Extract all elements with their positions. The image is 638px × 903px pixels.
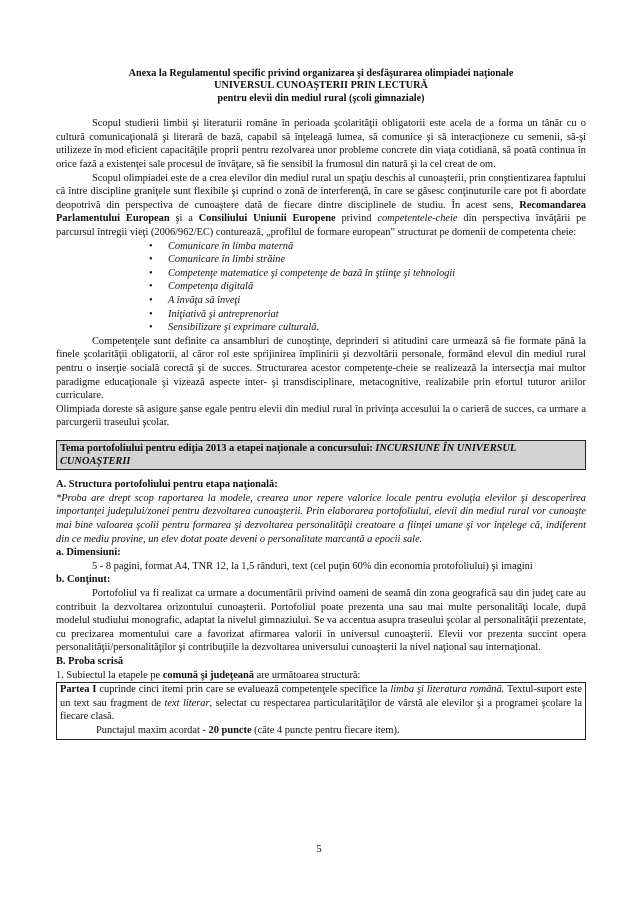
competence-list [56,240,586,335]
intro-paragraph-3: Competenţele sunt definite ca ansambluri de cunoştinţe, deprinderi si atitudini care urmează să fie formate până la finele şcolarităţii obligatorii, al căror rol este sprijinirea împlinirii şi dezvoltării personale, formând elevul din mediul rural pentru o inserţie socială corectă şi de succes. Structurarea acestor competenţe-cheie se realizează la intersecţia mai multor paradigme educaţionale şi vizează aspecte inter- şi transdisciplinare, metacognitive, realizabile prin efortul tuturor ariilor curriculare. [56,335,586,402]
dimensions-title: a. Dimensiuni: [56,547,121,559]
header-line-1: Anexa la Regulamentul specific privind organizarea şi desfăşurarea olimpiadei naţionale [128,68,514,79]
section-a-title: A. Structura portofoliului pentru etapa naţională: [56,479,278,491]
list-item: • Comunicare în limba maternă [56,240,586,254]
section-a-note: *Proba are drept scop raportarea la modele, crearea unor repere valorice locale pentru evoluţia elevilor şi descoperirea importanţei judeţului/zonei pentru dezvoltarea cunoaşterii. Prin elaborarea portofoliului, elevii din mediul rural vor cunoaşte mai bine valoarea şcolii pentru formarea şi dezvoltarea personalităţii creatoare a fiinţei umane şi vor înţelege că, indiferent din ce mediu provine, un elev dotat poate deveni o personalitate marcantă a epocii sale. [56,492,586,545]
theme-box: Tema portofoliului pentru ediţia 2013 a etapei naţionale a concursului: INCURSIUNE ÎN UNIVERSUL CUNOAŞTERII [56,440,586,470]
list-item: • Competenţa digitală [56,280,586,294]
score-line: Punctajul maxim acordat - 20 puncte (câte 4 puncte pentru fiecare item). [96,724,400,736]
list-item: • Comunicare în limbi străine [56,253,586,267]
intro-paragraph-4: Olimpiada doreste să asigure şanse egale pentru elevii din mediul rural în privinţa accesului la o carieră de succes, ca urmare a parcurgerii traseului şcolar. [56,403,586,429]
part-one-box: Partea I cuprinde cinci itemi prin care se evaluează competenţele specifice la limba şi literatura română. Textul-suport este un text sau fragment de text literar, selectat cu respectarea particularităţilor de vârstă ale elevilor şi a programei şcolare la fiecare clasă. Punctajul maxim acordat - 20 puncte (câte 4 puncte pentru fiecare item). [56,682,586,739]
content-title: b. Conţinut: [56,574,111,586]
section-b-title: B. Proba scrisă [56,656,124,667]
intro-paragraph-1: Scopul studierii limbii şi literaturii române în perioada şcolarităţii obligatorii este acela de a forma un tânăr cu o cultură comunicaţională şi literară de bază, capabil să înţeleagă lumea, să comunice şi să interacţioneze cu semenii, să-şi utilizeze în mod eficient capacităţile proprii pentru rezolvarea unor probleme concrete din viaţa cotidiană, să poată continua în orice fază a existenţei sale procesul de învăţare, să fie sensibil la frumosul din natură şi la cel creat de om. [56,118,586,170]
content-text: Portofoliul va fi realizat ca urmare a documentării privind oameni de seamă din zona geografică sau din judeţ care au contribuit la dezvoltarea orizontului cunoaşterii. Portofoliul poate prezenta una sau mai multe personalităţi locale, după modelul studiului monografic, adaptat la nivelul gimnaziului. Se va accentua asupra traseului şcolar al personalităţii prezentate, cu precizarea momentului care a favorizat afirmarea valorii în universul cunoaşterii. Elevii vor prezenta succint opera personalităţii/personalităţilor şi contribuţiile la dezvoltarea universului cunoaşterii la nivel naţional sau internaţional. [56,588,586,654]
intro-paragraph-2: Scopul olimpiadei este de a crea elevilor din mediul rural un spaţiu deschis al cunoaşterii, prin conştientizarea faptului că între discipline graniţele sunt flexibile şi cuprind o zonă de interferenţă, în care se găsesc conţinuturile care pot fi abordate deopotrivă din perspectiva de cunoaştere dată de fiecare dintre disciplinele de studiu. În acest sens, Recomandarea Parlamentului European şi a Consiliului Uniunii Europene privind competentele-cheie din perspectiva învăţării pe parcursul întregii vieţi (2006/962/EC) conturează, „profilul de formare european” structurat pe domenii de competenta cheie: [56,172,586,238]
section-b-line-1: 1. Subiectul la etapele pe comună şi judeţeană are următoarea structură: [56,669,361,681]
header-line-2: UNIVERSUL CUNOAŞTERII PRIN LECTURĂ [214,80,428,92]
document-page [56,68,586,740]
list-item: • Sensibilizare şi exprimare culturală. [56,321,586,335]
dimensions-text: 5 - 8 pagini, format A4, TNR 12, la 1,5 rânduri, text (cel puţin 60% din economia protofoliului) şi imagini [92,560,533,572]
list-item: • A învăţa să înveţi [56,294,586,308]
annex-header [56,68,586,105]
list-item: • Competenţe matematice şi competenţe de bază în ştiinţe şi tehnologii [56,267,586,281]
header-line-3: pentru elevii din mediul rural (şcoli gimnaziale) [217,92,425,104]
page-number: 5 [316,843,322,855]
list-item: • Iniţiativă şi antreprenoriat [56,308,586,322]
